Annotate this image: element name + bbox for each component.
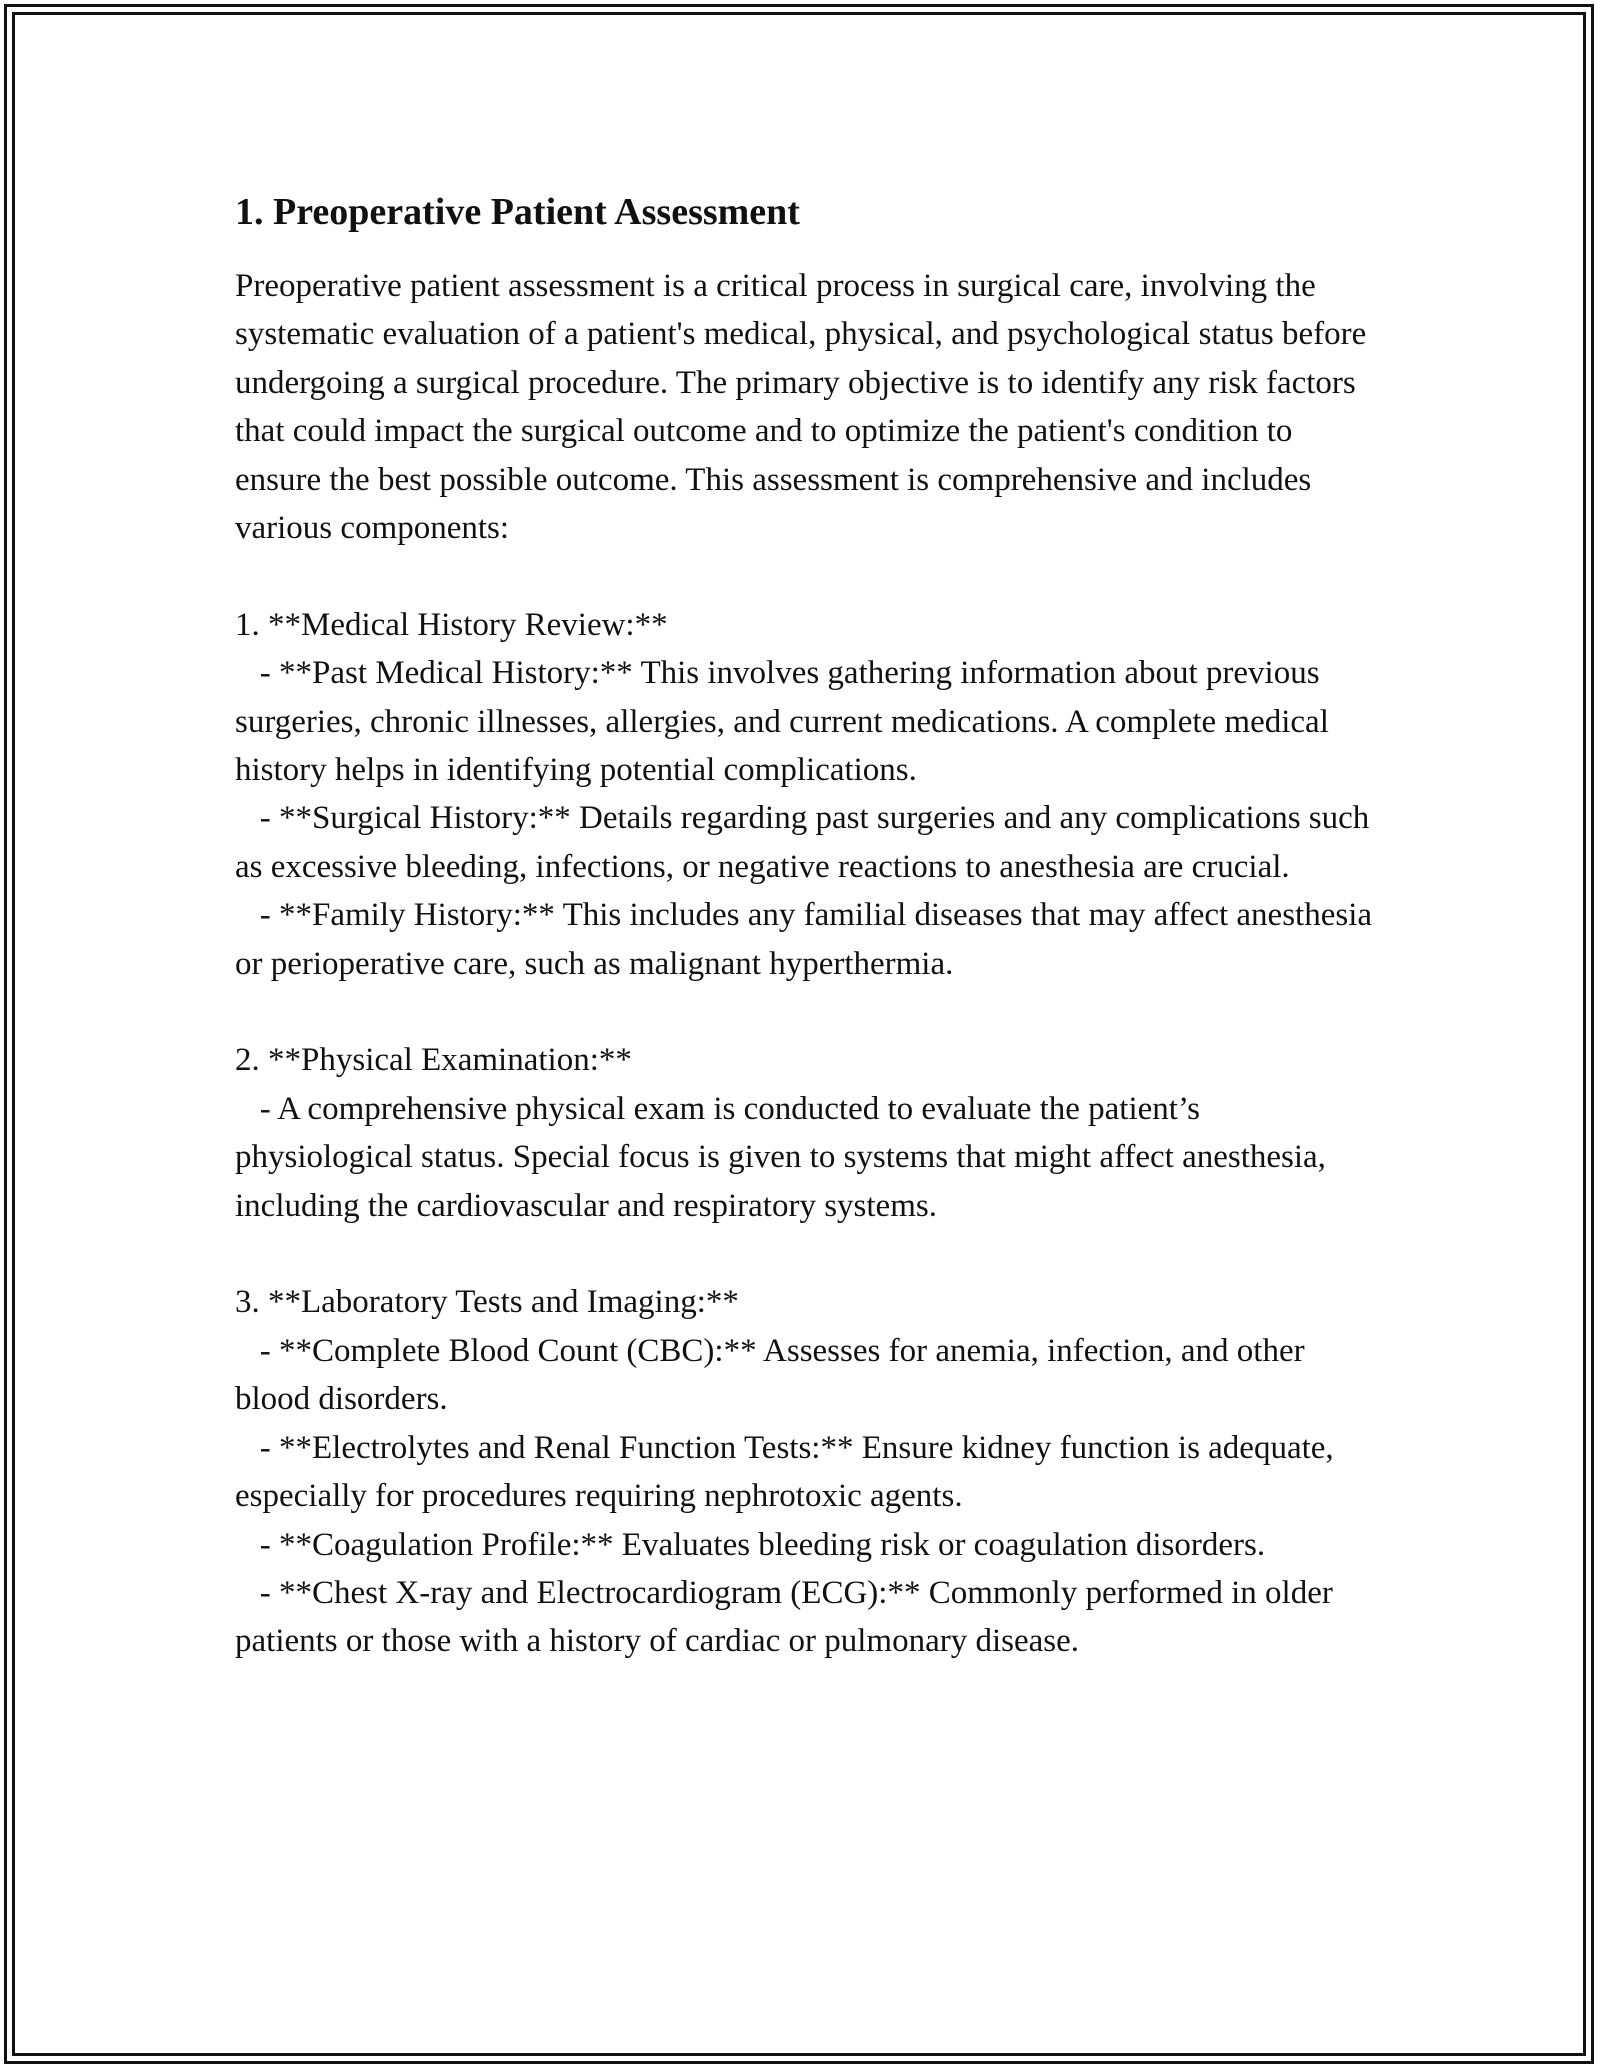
- spacer: [235, 552, 1375, 600]
- list-item: - **Past Medical History:** This involves gathering information about previous surgeries, chronic illnesses, allergies, and current medications. A complete medical history helps in identifying potential complications.: [235, 655, 1338, 789]
- list-item: - **Complete Blood Count (CBC):** Assesses for anemia, infection, and other blood disorders.: [235, 1332, 1313, 1418]
- section-heading: 1. **Medical History Review:**: [235, 606, 668, 643]
- spacer: [235, 1230, 1375, 1278]
- list-item: - **Family History:** This includes any familial diseases that may affect anesthesia or perioperative care, such as malignant hyperthermia.: [235, 897, 1381, 982]
- section-heading: 3. **Laboratory Tests and Imaging:**: [235, 1284, 739, 1321]
- section-medical-history: [235, 601, 1381, 988]
- list-item: - **Chest X-ray and Electrocardiogram (ECG):** Commonly performed in older patients or those with a history of cardiac or pulmonary disease.: [235, 1574, 1342, 1660]
- list-item: - A comprehensive physical exam is conducted to evaluate the patient’s physiological status. Special focus is given to systems that might affect anesthesia, including the cardiovascular and respiratory systems.: [235, 1090, 1335, 1224]
- section-lab-tests-imaging: [235, 1278, 1375, 1665]
- section-heading: 2. **Physical Examination:**: [235, 1042, 632, 1079]
- document-body: [235, 186, 1381, 1666]
- spacer: [235, 988, 1375, 1036]
- list-item: - **Coagulation Profile:** Evaluates bleeding risk or coagulation disorders.: [235, 1526, 1266, 1563]
- list-item: - **Surgical History:** Details regarding past surgeries and any complications such as excessive bleeding, infections, or negative reactions to anesthesia are crucial.: [235, 800, 1378, 885]
- document-title: 1. Preoperative Patient Assessment: [235, 191, 800, 233]
- list-item: - **Electrolytes and Renal Function Tests:** Ensure kidney function is adequate, especially for procedures requiring nephrotoxic agents.: [235, 1429, 1342, 1515]
- intro-paragraph: Preoperative patient assessment is a critical process in surgical care, involving the systematic evaluation of a patient's medical, physical, and psychological status before undergoing a surgical procedure. The primary objective is to identify any risk factors that could impact the surgical outcome and to optimize the patient's condition to ensure the best possible outcome. This assessment is comprehensive and includes various components:: [235, 268, 1375, 547]
- section-physical-examination: [235, 1036, 1375, 1230]
